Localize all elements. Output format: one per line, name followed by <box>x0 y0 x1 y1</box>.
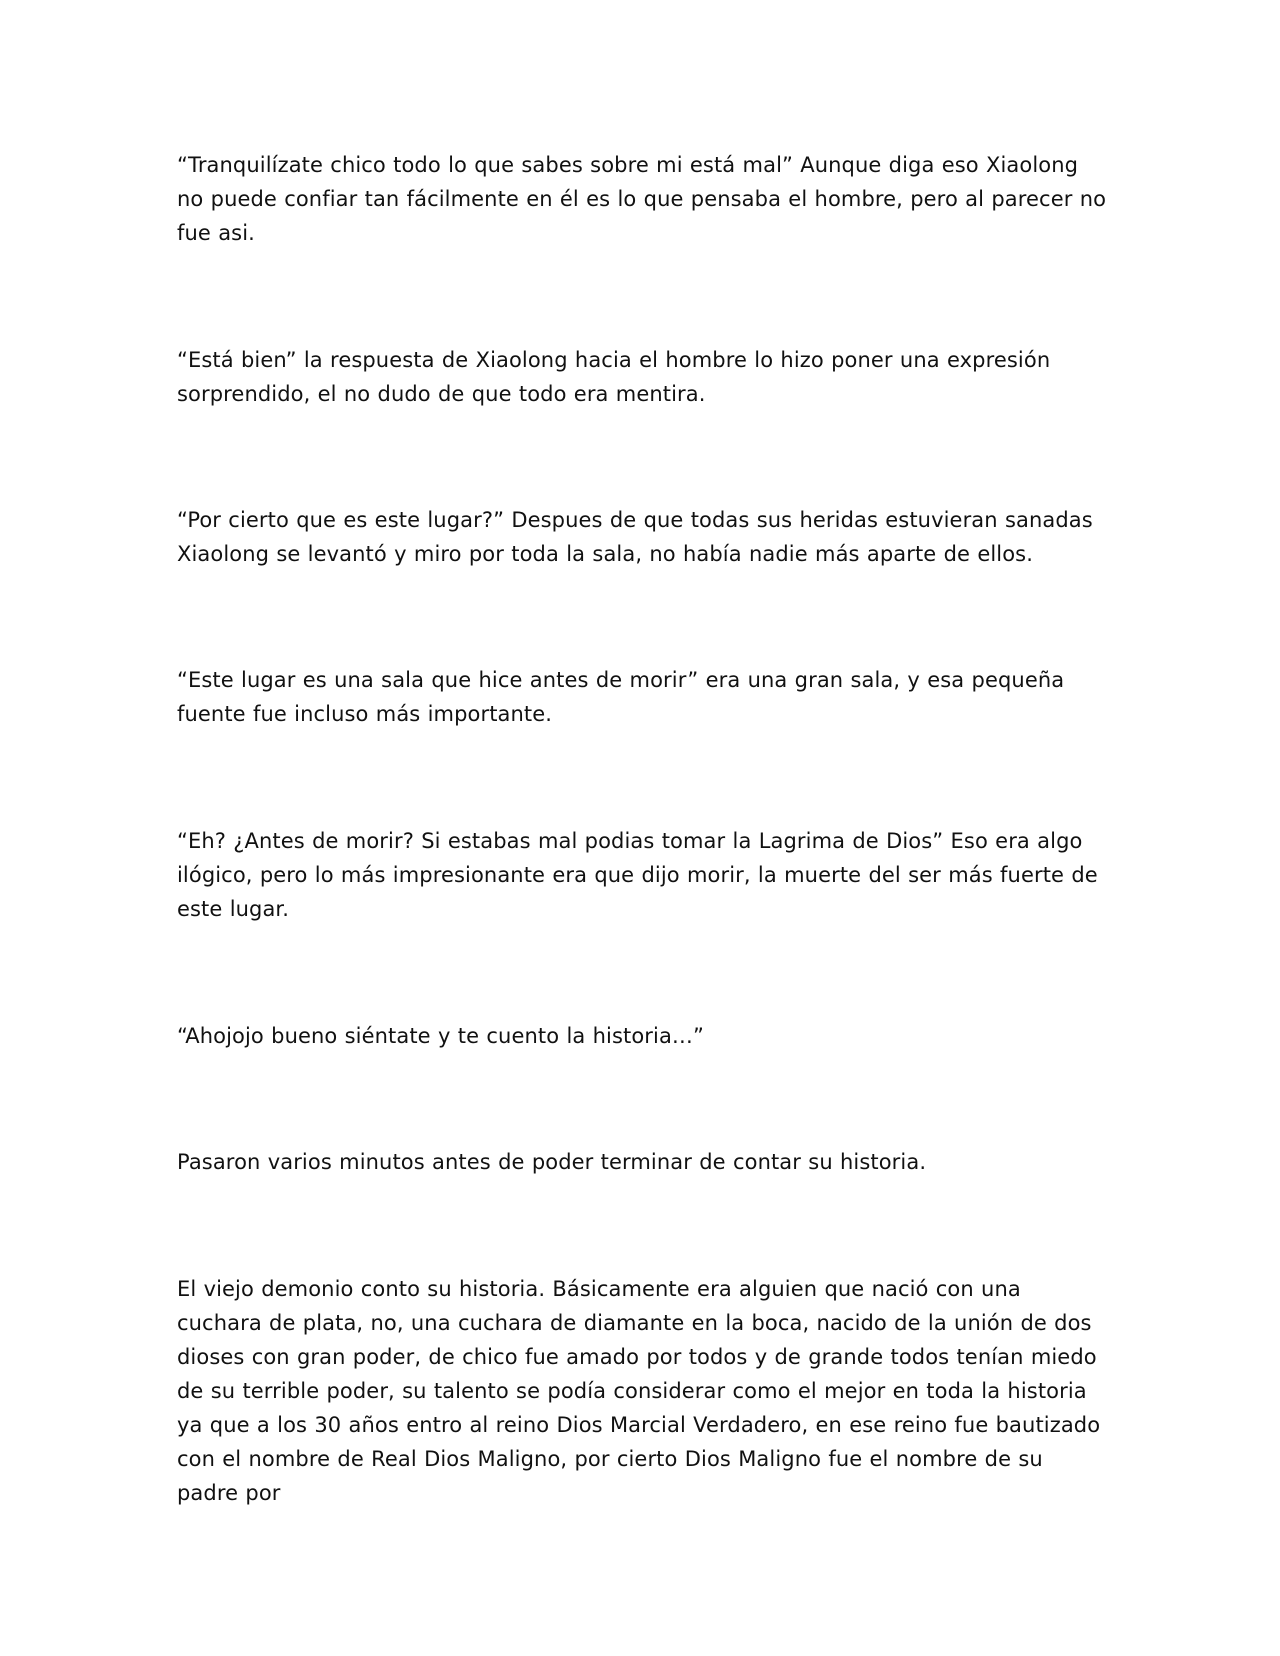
paragraph-1: “Tranquilízate chico todo lo que sabes sobre mi está mal” Aunque diga eso Xiaolong no puede confiar tan fácilmente en él es lo que pensaba el hombre, pero al parecer no fue asi. <box>177 153 1107 245</box>
paragraph-7: Pasaron varios minutos antes de poder terminar de contar su historia. <box>177 1150 927 1174</box>
paragraph-8: El viejo demonio conto su historia. Básicamente era alguien que nació con una cuchara de plata, no, una cuchara de diamante en la boca, nacido de la unión de dos dioses con gran poder, de chico fue amado por todos y de grande todos tenían miedo de su terrible poder, su talento se podía considerar como el mejor en toda la historia ya que a los 30 años entro al reino Dios Marcial Verdadero, en ese reino fue bautizado con el nombre de Real Dios Maligno, por cierto Dios Maligno fue el nombre de su padre por <box>177 1277 1101 1505</box>
paragraph-3: “Por cierto que es este lugar?” Despues de que todas sus heridas estuvieran sanadas Xiaolong se levantó y miro por toda la sala, no había nadie más aparte de ellos. <box>177 508 1093 566</box>
paragraph-4: “Este lugar es una sala que hice antes de morir” era una gran sala, y esa pequeña fuente fue incluso más importante. <box>177 668 1065 726</box>
paragraph-6: “Ahojojo bueno siéntate y te cuento la historia…” <box>177 1024 705 1048</box>
paragraph-5: “Eh? ¿Antes de morir? Si estabas mal podias tomar la Lagrima de Dios” Eso era algo ilógico, pero lo más impresionante era que dijo morir, la muerte del ser más fuerte de este lugar. <box>177 829 1098 921</box>
paragraph-2: “Está bien” la respuesta de Xiaolong hacia el hombre lo hizo poner una expresión sorprendido, el no dudo de que todo era mentira. <box>177 348 1051 406</box>
